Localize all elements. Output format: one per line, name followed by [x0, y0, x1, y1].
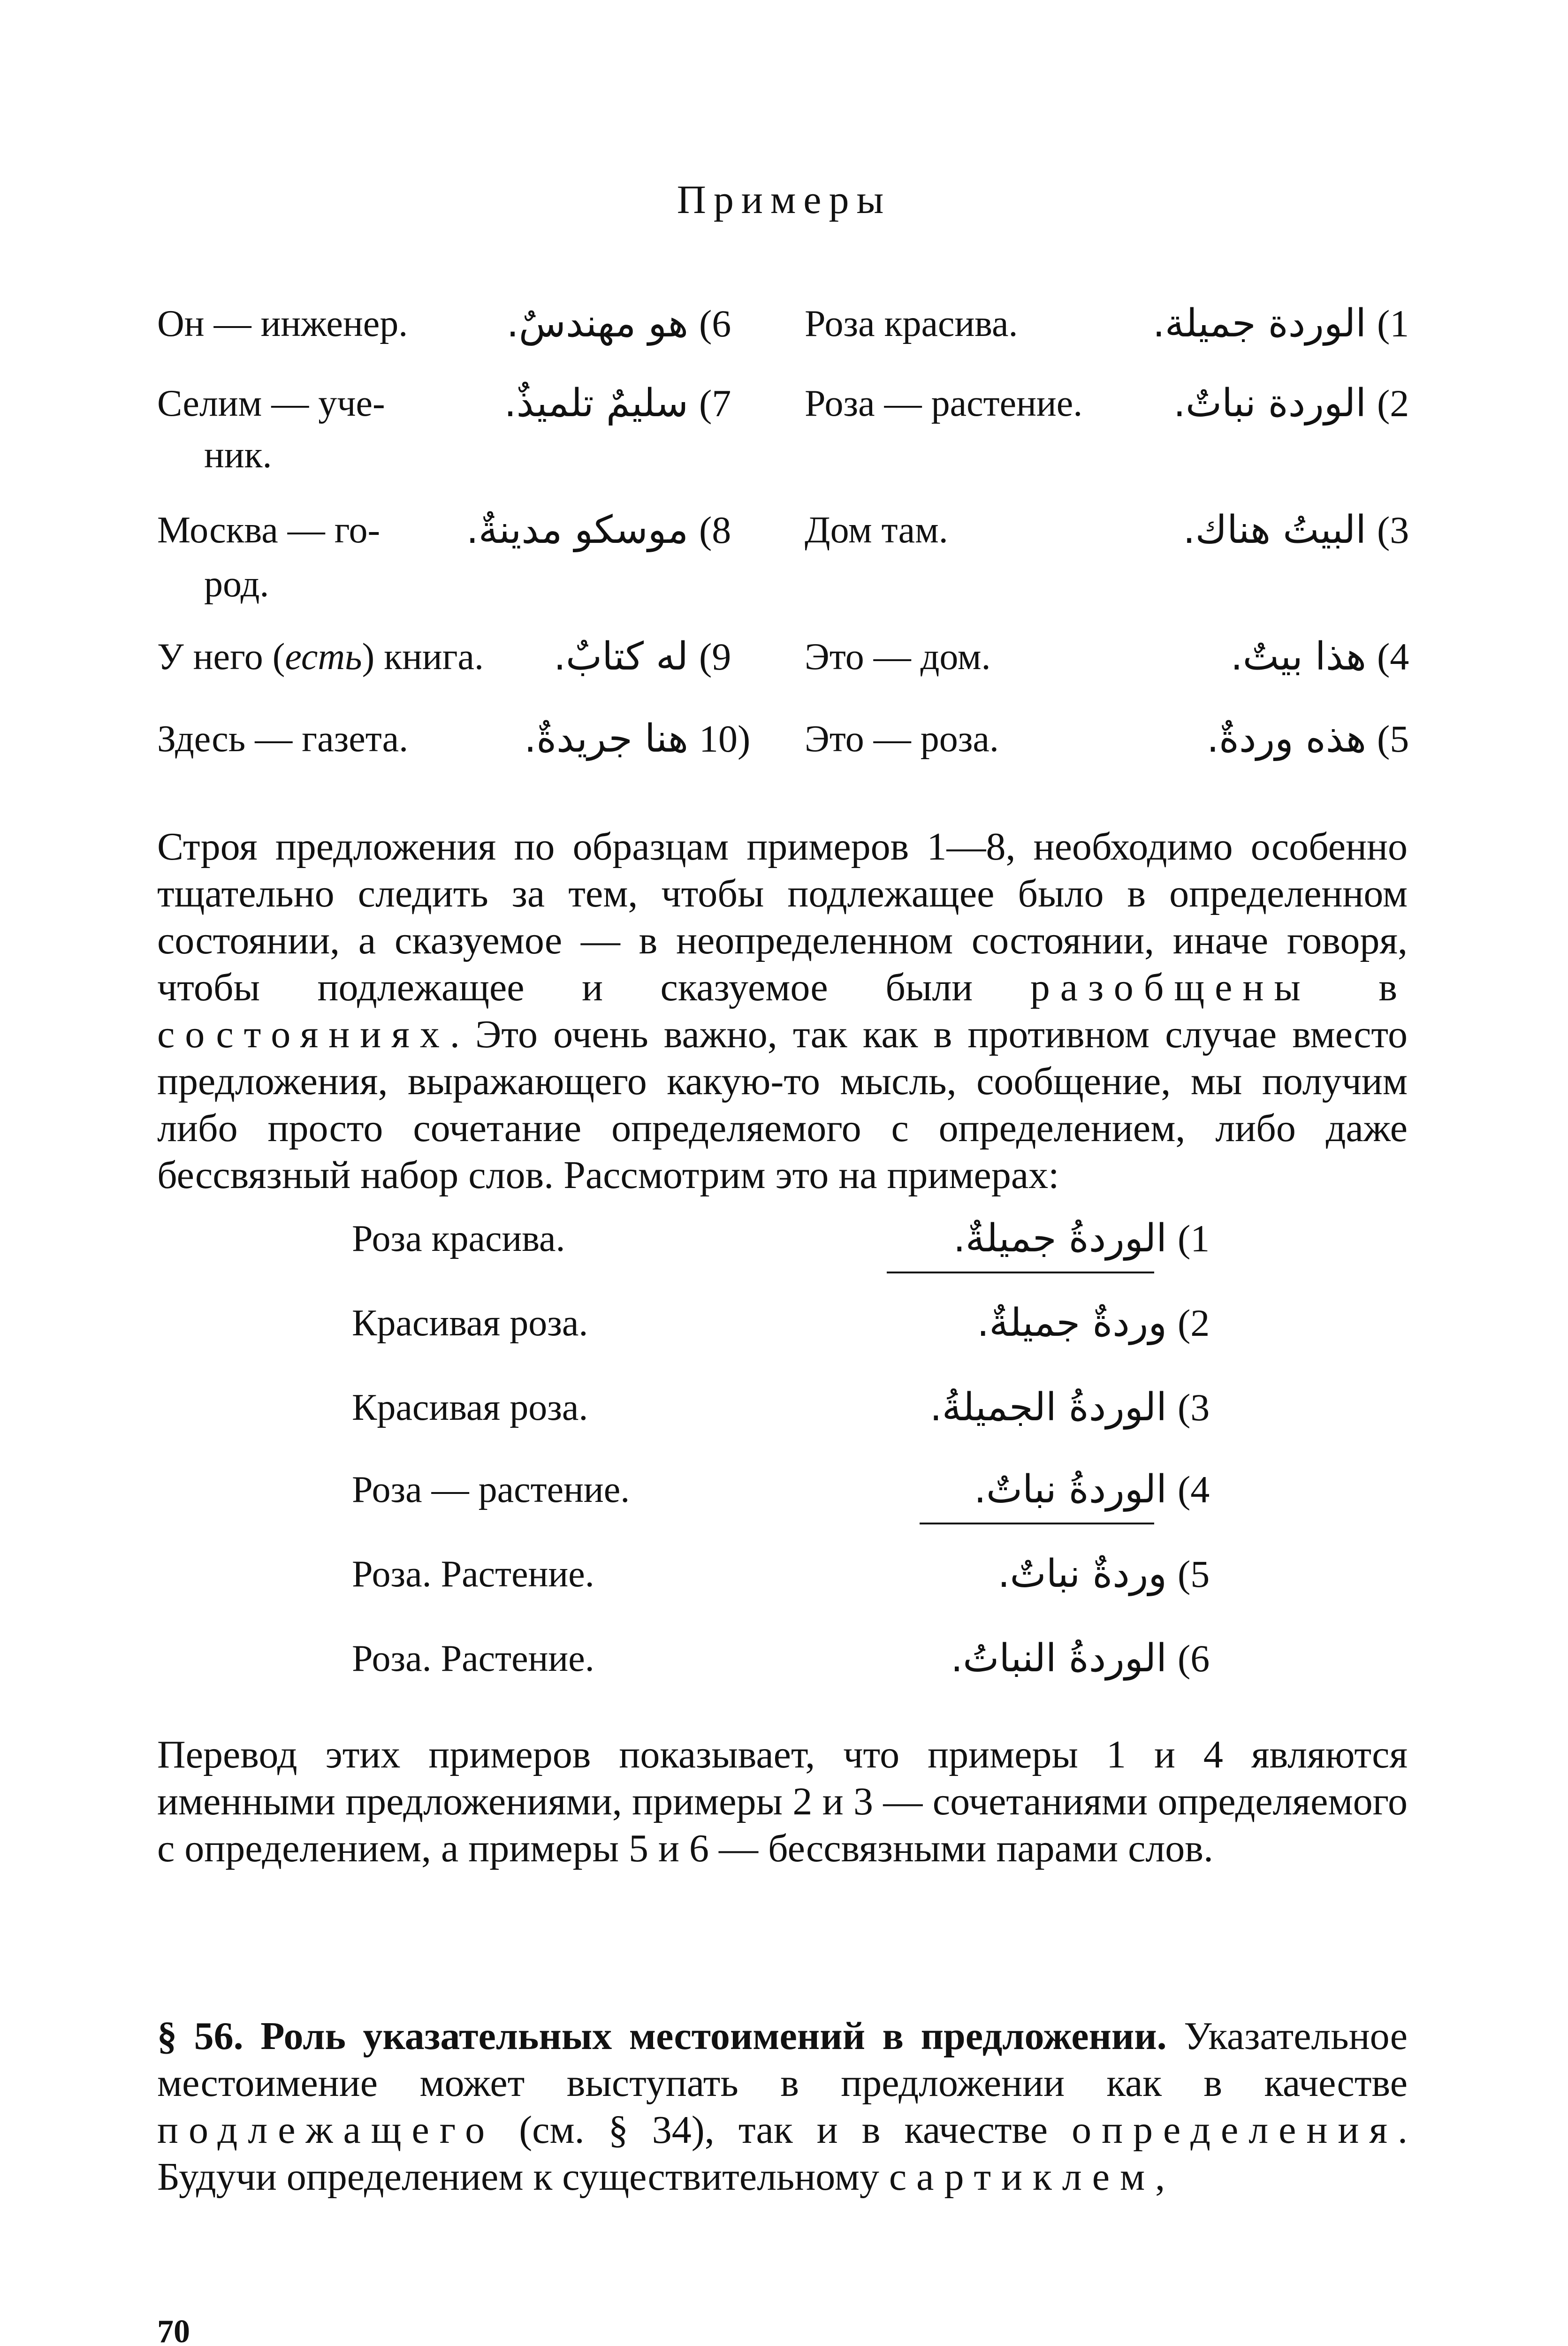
russian-translation: Роза. Растение. [352, 1638, 594, 1679]
arabic-example: هنا جريدةٌ. [524, 716, 688, 761]
arabic-example: الوردةُ نباتٌ. [974, 1467, 1167, 1512]
arabic-example: هذه وردةٌ. [1206, 716, 1366, 761]
example-number: (6 [699, 302, 731, 345]
russian-translation-continued: ник. [204, 434, 272, 476]
arabic-example: له كتابٌ. [553, 634, 688, 679]
russian-translation: Роза красива. [805, 303, 1018, 344]
page-number: 70 [157, 2314, 190, 2346]
russian-translation: Это — роза. [805, 718, 999, 760]
example-number: (3 [1377, 509, 1409, 551]
example-number: (3 [1178, 1386, 1210, 1429]
section-56: § 56. Роль указательных местоимений в предложении. Указательное местоимение может выступать в предложении как в качестве подлежащего (см. § 34), так и в качестве определения. Будучи определением к существительному с артиклем, [157, 2014, 1408, 2199]
example-number: (4 [1377, 635, 1409, 678]
arabic-example: الوردةُ جميلةٌ. [953, 1216, 1167, 1261]
arabic-example: البيتُ هناك. [1183, 508, 1366, 552]
example-number: (8 [699, 509, 731, 551]
examples-heading: Примеры [677, 177, 891, 222]
section-title: § 56. Роль указательных местоимений в предложении. [157, 2014, 1167, 2058]
russian-translation: Здесь — газета. [157, 718, 409, 760]
russian-translation: Роза — растение. [352, 1469, 630, 1510]
body-paragraph: Перевод этих примеров показывает, что примеры 1 и 4 являются именными предложениями, примеры 2 и 3 — сочетаниями определяемого с определением, а примеры 5 и 6 — бессвязными парами слов. [157, 1733, 1408, 1870]
arabic-example: سليمٌ تلميذٌ. [504, 381, 688, 426]
arabic-example: الوردة نباتٌ. [1173, 381, 1366, 426]
arabic-example: الوردةُ الجميلةُ. [929, 1385, 1167, 1430]
arabic-example: الوردة جميلة. [1152, 301, 1366, 346]
russian-translation: Красивая роза. [352, 1302, 588, 1344]
russian-translation-continued: род. [204, 564, 269, 605]
russian-translation: Москва — го- [157, 510, 381, 551]
arabic-example: وردةٌ جميلةٌ. [977, 1301, 1167, 1345]
arabic-example: موسكو مدينةٌ. [466, 508, 688, 552]
arabic-example: وردةٌ نباتٌ. [997, 1552, 1167, 1596]
russian-translation: Роза красива. [352, 1218, 565, 1259]
example-number: (7 [699, 382, 731, 425]
russian-translation: Красивая роза. [352, 1387, 588, 1428]
arabic-example: هذا بيتٌ. [1230, 634, 1366, 679]
underline [920, 1523, 1154, 1524]
russian-translation: Роза — растение. [805, 383, 1083, 424]
example-number: (1 [1178, 1217, 1210, 1260]
russian-translation: У него (есть) книга. [157, 636, 484, 678]
example-number: (5 [1377, 717, 1409, 760]
russian-translation: Он — инженер. [157, 303, 408, 344]
example-number: (4 [1178, 1468, 1210, 1511]
example-number: 10) [699, 717, 751, 760]
arabic-example: الوردةُ النباتُ. [951, 1636, 1167, 1681]
russian-translation: Роза. Растение. [352, 1554, 594, 1595]
arabic-example: هو مهندسٌ. [506, 301, 688, 346]
russian-translation: Селим — уче- [157, 383, 385, 424]
example-number: (6 [1178, 1637, 1210, 1680]
example-number: (5 [1178, 1553, 1210, 1595]
example-number: (9 [699, 635, 731, 678]
body-paragraph: Строя предложения по образцам примеров 1—8, необходимо особенно тщательно следить за тем, чтобы подлежащее было в определенном состоянии, а сказуемое — в неопределенном состоянии, иначе говоря, чтобы подлежащее и сказуемое были разобщены в состояниях. Это очень важно, так как в противном случае вместо предложения, выражающего какую-то мысль, сообщение, мы получим либо просто сочетание определяемого с определением, либо даже бессвязный набор слов. Рассмотрим это на примерах: [157, 825, 1408, 1197]
example-number: (2 [1377, 382, 1409, 425]
russian-translation: Это — дом. [805, 636, 991, 678]
example-number: (1 [1377, 302, 1409, 345]
example-number: (2 [1178, 1302, 1210, 1344]
russian-translation: Дом там. [805, 510, 948, 551]
underline [887, 1272, 1154, 1273]
